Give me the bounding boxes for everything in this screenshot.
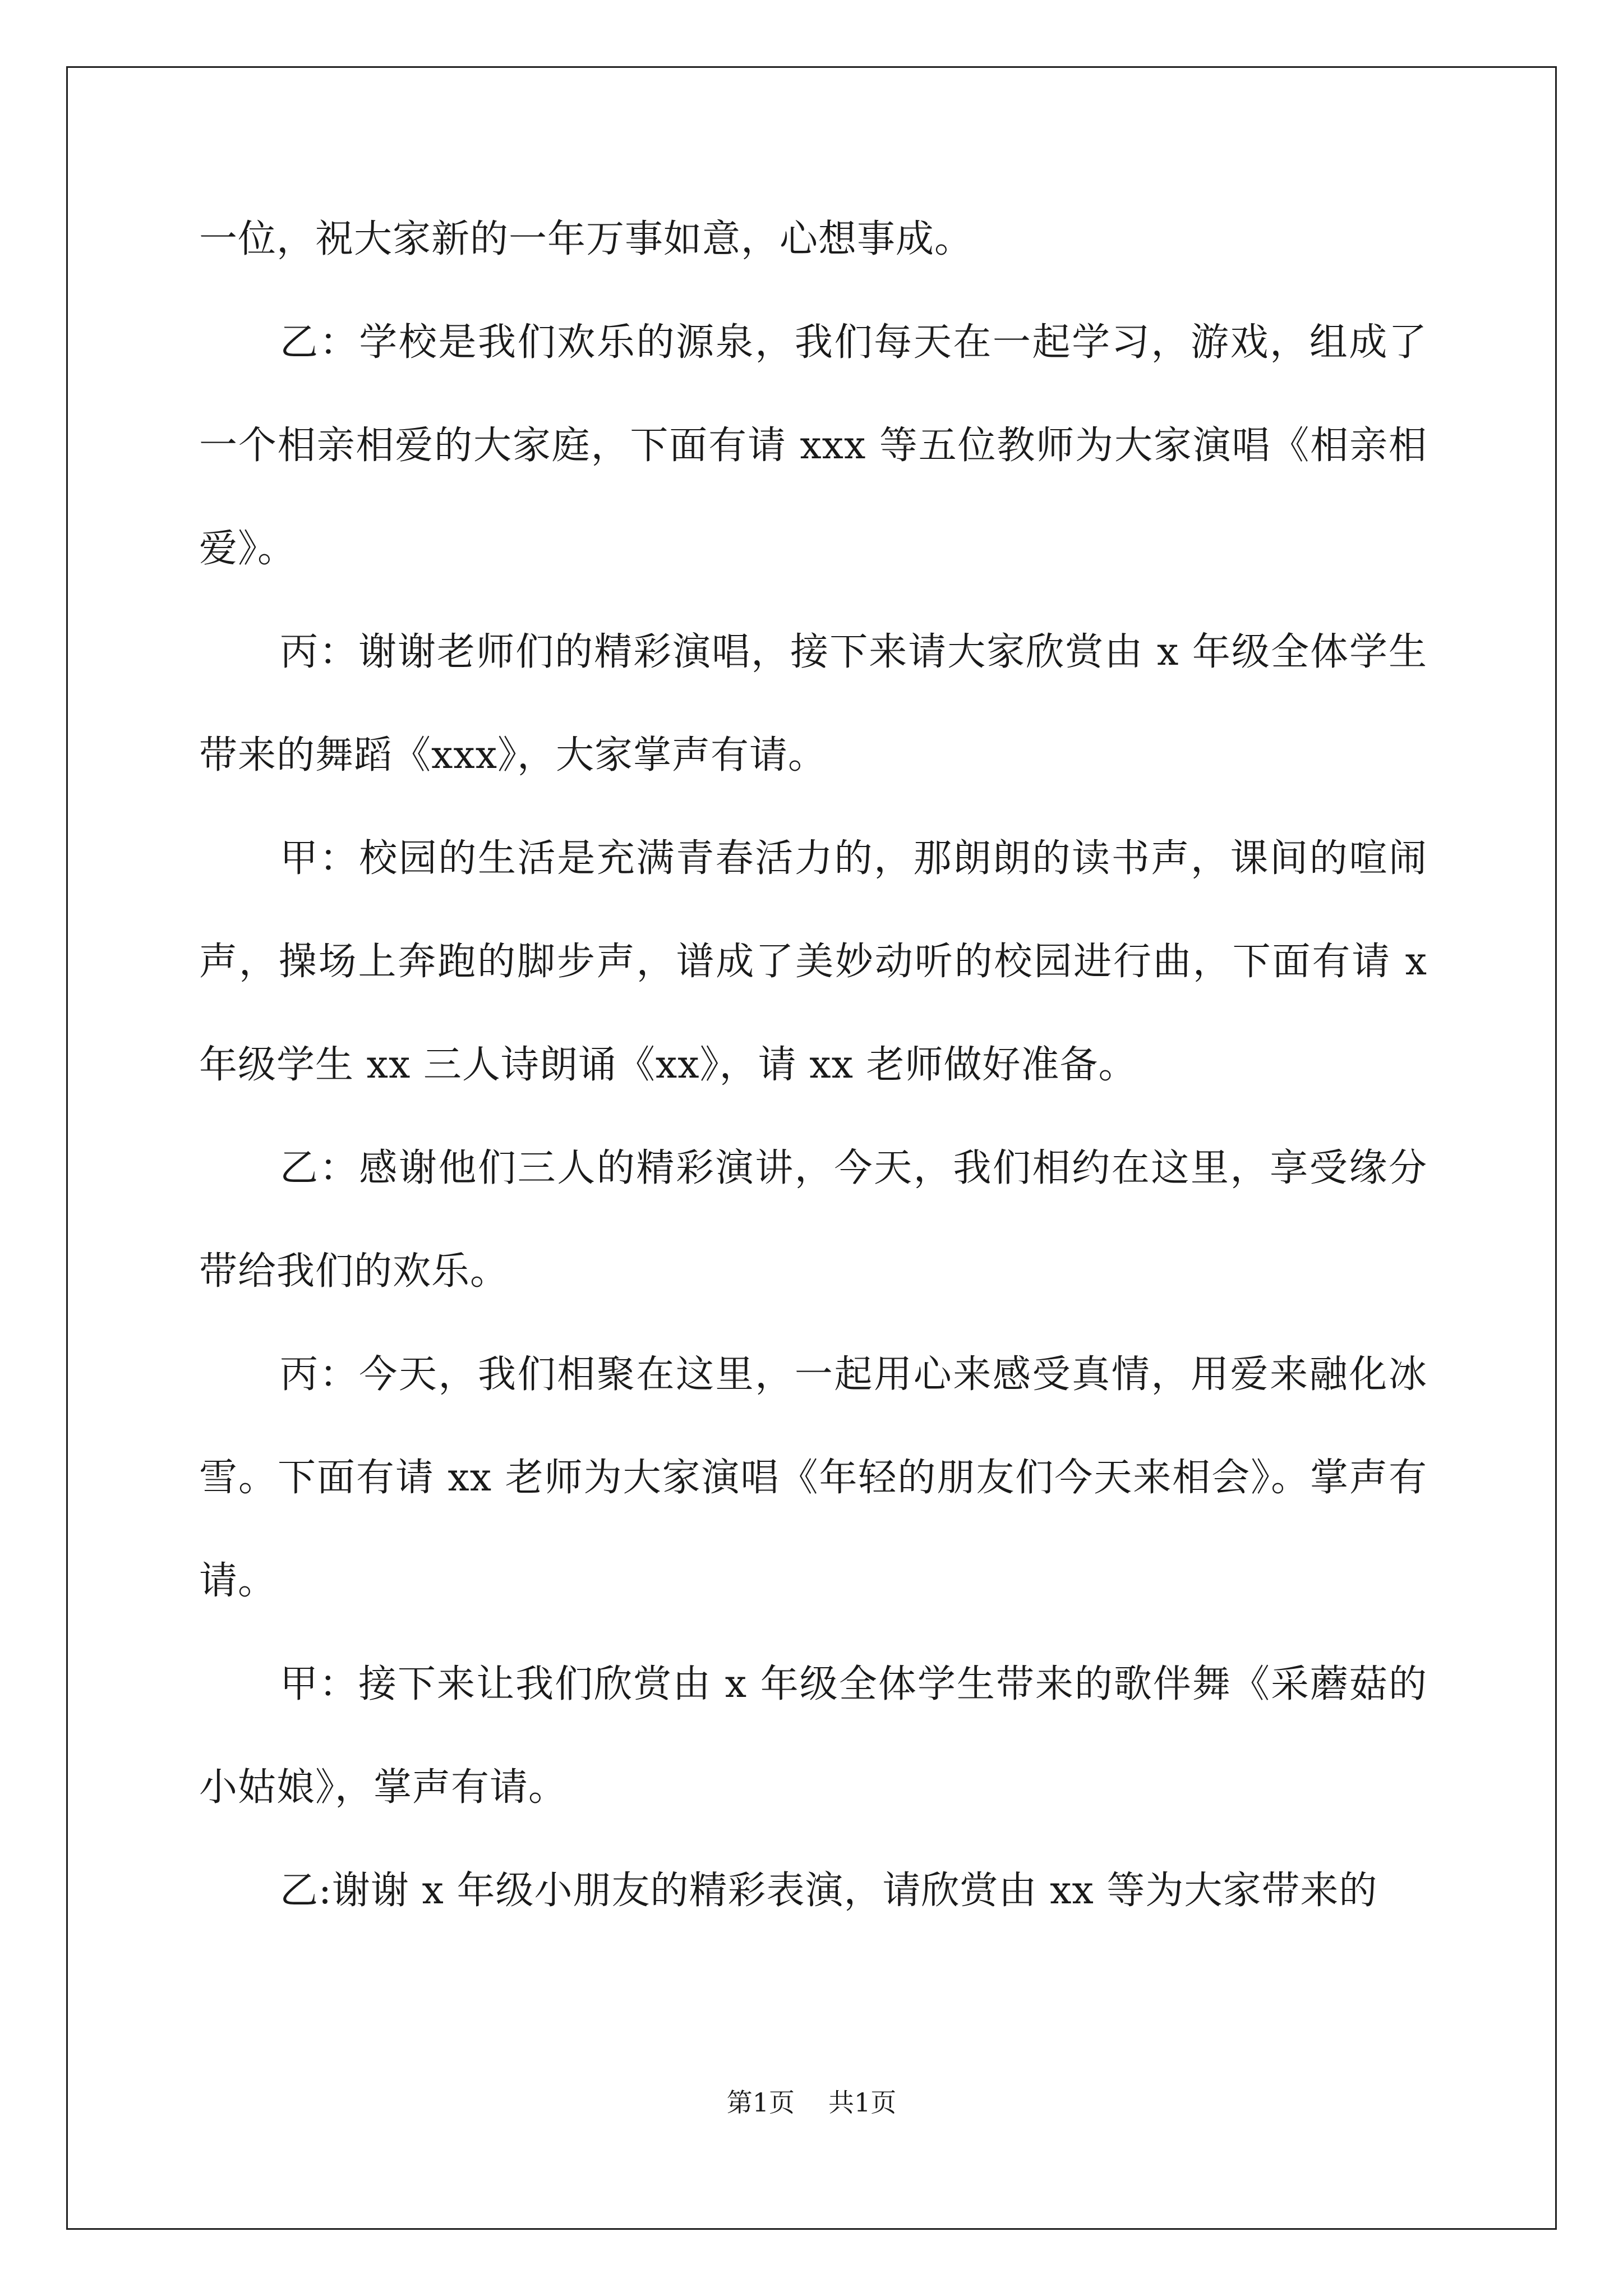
page-total: 共1页 <box>828 2087 897 2118</box>
paragraph-2: 乙：学校是我们欢乐的源泉，我们每天在一起学习，游戏，组成了一个相亲相爱的大家庭，下面有请 xxx 等五位教师为大家演唱《相亲相爱》。 <box>199 320 1427 571</box>
paragraph-8: 乙:谢谢 x 年级小朋友的精彩表演，请欣赏由 xx 等为大家带来的 <box>280 1869 1378 1913</box>
paragraph-5: 乙：感谢他们三人的精彩演讲，今天，我们相约在这里，享受缘分带给我们的欢乐。 <box>199 1146 1427 1294</box>
paragraph-4: 甲：校园的生活是充满青春活力的，那朗朗的读书声，课间的喧闹声，操场上奔跑的脚步声，谱成了美妙动听的校园进行曲，下面有请 x 年级学生 xx 三人诗朗诵《xx》，请 xx 老师做好准备。 <box>199 836 1427 1087</box>
page-number: 第1页 <box>726 2087 795 2118</box>
paragraph-6: 丙：今天，我们相聚在这里，一起用心来感受真情，用爱来融化冰雪。下面有请 xx 老师为大家演唱《年轻的朋友们今天来相会》。掌声有请。 <box>199 1352 1427 1603</box>
paragraph-7: 甲：接下来让我们欣赏由 x 年级全体学生带来的歌伴舞《采蘑菇的小姑娘》，掌声有请。 <box>199 1662 1427 1810</box>
document-body <box>199 188 1427 1943</box>
paragraph-3: 丙：谢谢老师们的精彩演唱，接下来请大家欣赏由 x 年级全体学生带来的舞蹈《xxx》，大家掌声有请。 <box>199 630 1427 777</box>
page-footer <box>0 2086 1623 2119</box>
paragraph-1: 一位，祝大家新的一年万事如意，心想事成。 <box>199 217 974 261</box>
